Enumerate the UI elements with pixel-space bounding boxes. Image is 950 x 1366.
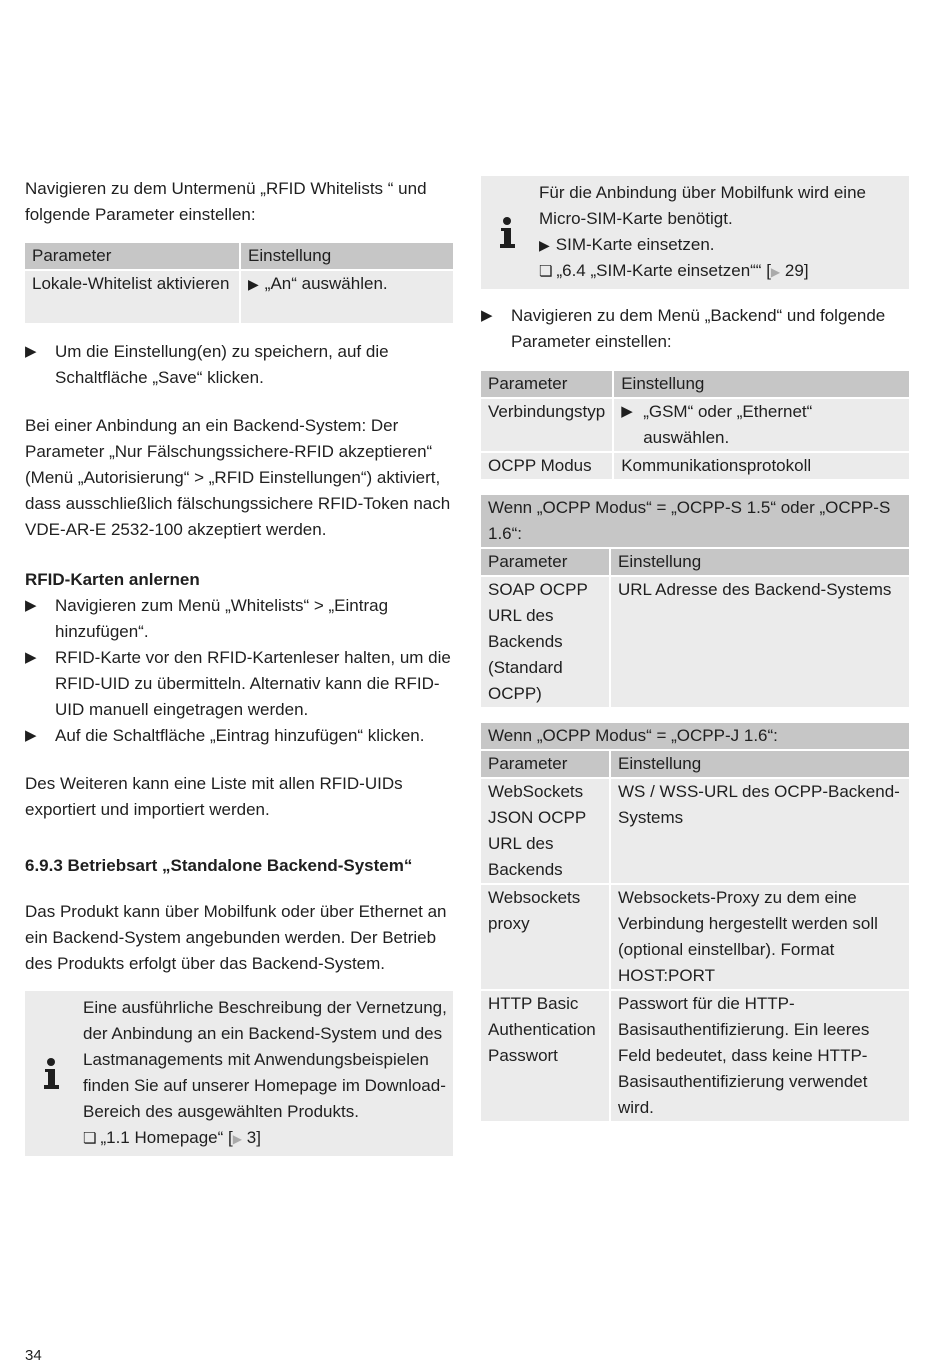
table-header: Einstellung xyxy=(241,243,453,269)
table-header: Einstellung xyxy=(614,371,909,397)
table-cell-text: „GSM“ oder „Ethernet“ auswählen. xyxy=(643,402,813,447)
section-paragraph: Das Produkt kann über Mobilfunk oder über Ethernet an ein Backend-System angebunden werden. Der Betrieb des Produkts erfolgt über das Backend-System. xyxy=(25,902,447,973)
reference-page: 29 xyxy=(784,261,804,280)
info-text: Für die Anbindung über Mobilfunk wird eine Micro-SIM-Karte benötigt. xyxy=(539,183,866,228)
table-header-row xyxy=(481,371,909,397)
reference-label: „6.4 „SIM-Karte einsetzen““ xyxy=(556,261,762,280)
ocpp-s-table xyxy=(479,493,911,709)
rfid-step xyxy=(25,593,453,645)
table-row xyxy=(481,991,909,1121)
table-header: Parameter xyxy=(481,371,612,397)
table-header: Parameter xyxy=(481,751,609,777)
table-row xyxy=(481,885,909,989)
table-cell: Kommunikationsprotokoll xyxy=(614,453,909,479)
table-cell: SOAP OCPP URL des Backends (Standard OCPP) xyxy=(481,577,609,707)
table-cell: URL Adresse des Backend-Systems xyxy=(611,577,909,707)
rfid-steps xyxy=(25,593,453,749)
table-cell: OCPP Modus xyxy=(481,453,612,479)
info-icon xyxy=(41,1057,61,1091)
step-text: RFID-Karte vor den RFID-Kartenleser halten, um die RFID-UID zu übermitteln. Alternativ kann die RFID-UID manuell eingetragen werden. xyxy=(55,648,451,719)
table-cell: Passwort für die HTTP-Basisauthentifizierung. Ein leeres Feld bedeutet, dass keine HTTP-Basisauthentifizierung verwendet wird. xyxy=(611,991,909,1121)
table-row xyxy=(481,453,909,479)
table-header: Einstellung xyxy=(611,751,909,777)
page-arrow-icon: ▶ xyxy=(232,1132,242,1146)
backend-table xyxy=(479,369,911,481)
table-band-row xyxy=(481,723,909,749)
table-row xyxy=(25,271,453,323)
document-reference-icon: ❏ xyxy=(539,263,553,280)
ocpp-j-table xyxy=(479,721,911,1123)
backend-paragraph: Bei einer Anbindung an ein Backend-System: Der Parameter „Nur Fälschungssichere-RFID akzeptieren“ (Menü „Autorisierung“ > „RFID Einstellungen“) aktiviert, dass ausschließlich fälschungssichere RFID-Token nach VDE-AR-E 2532-100 akzeptiert werden. xyxy=(25,416,451,539)
step-text: Navigieren zum Menü „Whitelists“ > „Eintrag hinzufügen“. xyxy=(55,596,389,641)
intro-text: Navigieren zu dem Untermenü „RFID Whitelists “ und folgende Parameter einstellen: xyxy=(25,179,427,224)
page-arrow-icon: ▶ xyxy=(770,265,781,279)
action-triangle-icon: ▶ xyxy=(621,403,633,420)
action-triangle-icon: ▶ xyxy=(25,343,37,360)
table-cell: HTTP Basic Authentication Passwort xyxy=(481,991,609,1121)
action-triangle-icon: ▶ xyxy=(25,597,37,614)
action-triangle-icon: ▶ xyxy=(25,649,37,666)
table-row xyxy=(481,779,909,883)
info-box xyxy=(25,991,453,1156)
backend-nav-step xyxy=(481,303,909,355)
table-header-row xyxy=(25,243,453,269)
rfid-step xyxy=(25,645,453,723)
table-cell: Websockets proxy xyxy=(481,885,609,989)
sim-info-box xyxy=(481,176,909,289)
info-step xyxy=(539,232,903,258)
table-row xyxy=(481,399,909,451)
table-band-row xyxy=(481,495,909,547)
table-cell: Lokale-Whitelist aktivieren xyxy=(25,271,239,323)
whitelist-table xyxy=(23,241,455,325)
export-paragraph: Des Weiteren kann eine Liste mit allen RFID-UIDs exportiert und importiert werden. xyxy=(25,774,403,819)
info-text: Eine ausführliche Beschreibung der Vernetzung, der Anbindung an ein Backend-System und des Lastmanagements mit Anwendungsbeispielen finden Sie auf unserer Homepage im Download-Bereich des ausgewählten Produkts. xyxy=(83,998,447,1121)
table-cell-text: „An“ auswählen. xyxy=(264,274,388,293)
reference-label: „1.1 Homepage“ xyxy=(100,1128,224,1147)
step-text: SIM-Karte einsetzen. xyxy=(555,235,715,254)
table-cell: Verbindungstyp xyxy=(481,399,612,451)
step-text: Um die Einstellung(en) zu speichern, auf die Schaltfläche „Save“ klicken. xyxy=(55,342,389,387)
action-triangle-icon: ▶ xyxy=(25,727,37,744)
info-reference[interactable]: ❏ „6.4 „SIM-Karte einsetzen““ [▶ 29] xyxy=(539,261,809,280)
reference-page: 3 xyxy=(246,1128,257,1147)
table-cell xyxy=(241,271,453,323)
table-cell xyxy=(614,399,909,451)
table-band: Wenn „OCPP Modus“ = „OCPP-S 1.5“ oder „OCPP-S 1.6“: xyxy=(481,495,909,547)
save-step xyxy=(25,339,453,391)
table-header-row xyxy=(481,751,909,777)
table-header: Parameter xyxy=(481,549,609,575)
table-cell: WS / WSS-URL des OCPP-Backend-Systems xyxy=(611,779,909,883)
action-triangle-icon: ▶ xyxy=(481,307,493,324)
table-band: Wenn „OCPP Modus“ = „OCPP-J 1.6“: xyxy=(481,723,909,749)
table-header-row xyxy=(481,549,909,575)
rfid-heading: RFID-Karten anlernen xyxy=(25,570,200,589)
table-header: Parameter xyxy=(25,243,239,269)
action-triangle-icon: ▶ xyxy=(539,237,550,253)
page-number: 34 xyxy=(25,1347,42,1364)
table-row xyxy=(481,577,909,707)
table-cell: Websockets-Proxy zu dem eine Verbindung hergestellt werden soll (optional einstellbar). Format HOST:PORT xyxy=(611,885,909,989)
info-icon xyxy=(497,216,517,250)
step-text: Auf die Schaltfläche „Eintrag hinzufügen“ klicken. xyxy=(55,726,425,745)
right-column xyxy=(481,176,909,1145)
info-reference[interactable]: ❏ „1.1 Homepage“ [▶ 3] xyxy=(83,1128,261,1147)
action-triangle-icon: ▶ xyxy=(248,276,259,292)
section-heading: 6.9.3 Betriebsart „Standalone Backend-System“ xyxy=(25,856,413,875)
rfid-step xyxy=(25,723,453,749)
document-reference-icon: ❏ xyxy=(83,1130,97,1147)
table-cell: WebSockets JSON OCPP URL des Backends xyxy=(481,779,609,883)
left-column xyxy=(25,176,453,1156)
step-text: Navigieren zu dem Menü „Backend“ und folgende Parameter einstellen: xyxy=(511,306,886,351)
table-header: Einstellung xyxy=(611,549,909,575)
